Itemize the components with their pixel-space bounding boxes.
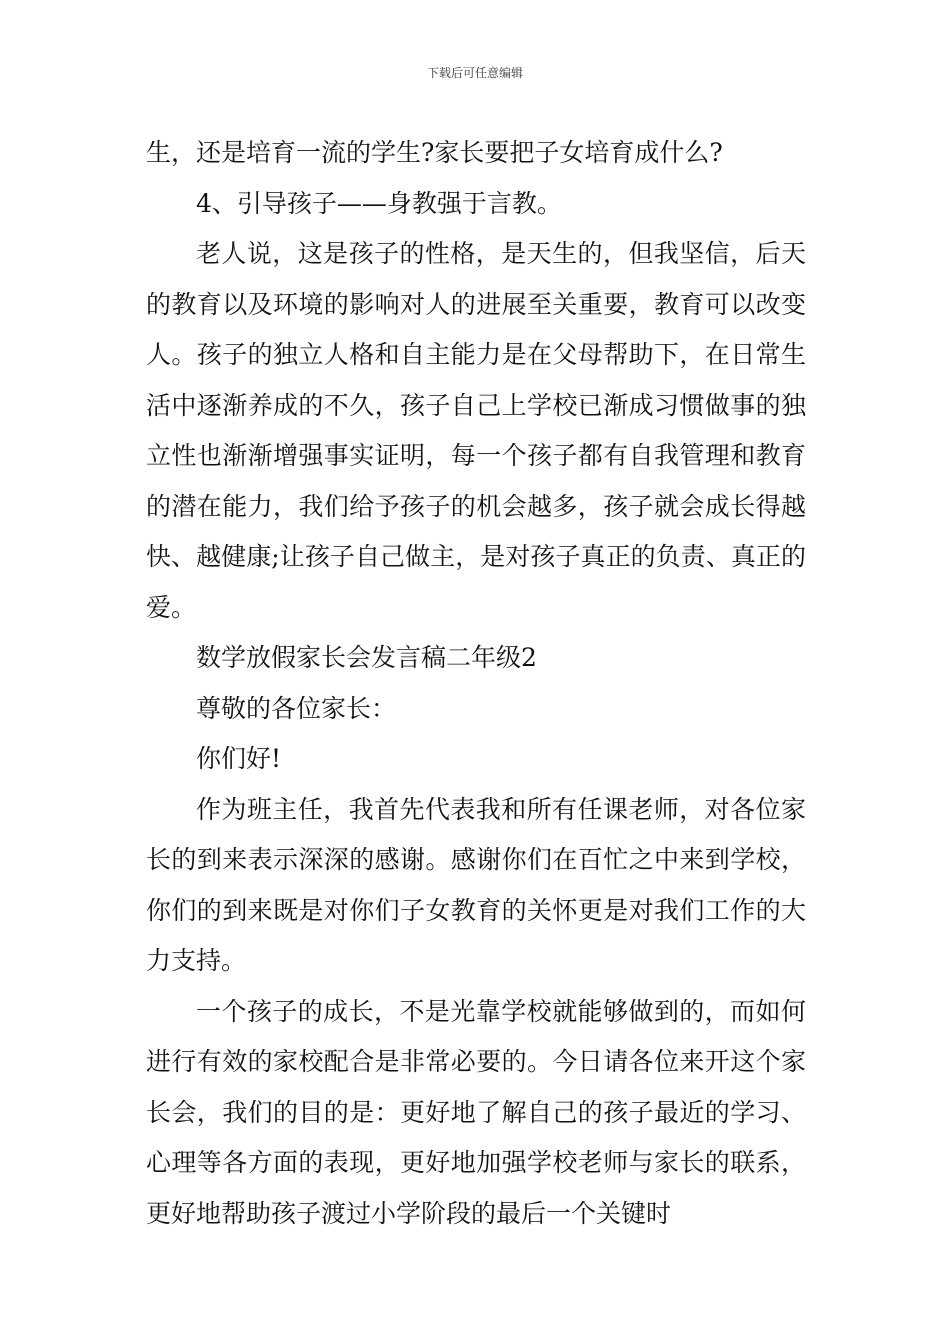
paragraph-salutation: 尊敬的各位家长： (196, 693, 397, 723)
paragraph-heading-guide-children: 4、引导孩子——身教强于言教。 (196, 188, 562, 218)
paragraph-continuation: 生，还是培育一流的学生?家长要把子女培育成什么? (146, 138, 723, 167)
paragraph-section-title: 数学放假家长会发言稿二年级2 (196, 643, 537, 672)
paragraph-greeting: 你们好! (196, 744, 282, 773)
paragraph-thanks: 作为班主任，我首先代表我和所有任课老师，对各位家长的到来表示深深的感谢。感谢你们在百忙之中来到学校，你们的到来既是对你们子女教育的关怀更是对我们工作的大力支持。 (146, 794, 806, 975)
paragraph-purpose: 一个孩子的成长，不是光靠学校就能够做到的，而如何进行有效的家校配合是非常必要的。今日请各位来开这个家长会，我们的目的是：更好地了解自己的孩子最近的学习、心理等各方面的表现，更好地加强学校老师与家长的联系，更好地帮助孩子渡过小学阶段的最后一个关键时 (146, 996, 806, 1228)
document-body (146, 128, 806, 1239)
page-header: 下载后可任意编辑 (426, 66, 523, 80)
paragraph-elder-saying: 老人说，这是孩子的性格，是天生的，但我坚信，后天的教育以及环境的影响对人的进展至关重要，教育可以改变人。孩子的独立人格和自主能力是在父母帮助下，在日常生活中逐渐养成的不久，孩子自己上学校已渐成习惯做事的独立性也渐渐增强事实证明，每一个孩子都有自我管理和教育的潜在能力，我们给予孩子的机会越多，孩子就会成长得越快、越健康;让孩子自己做主，是对孩子真正的负责、真正的爱。 (146, 239, 806, 622)
